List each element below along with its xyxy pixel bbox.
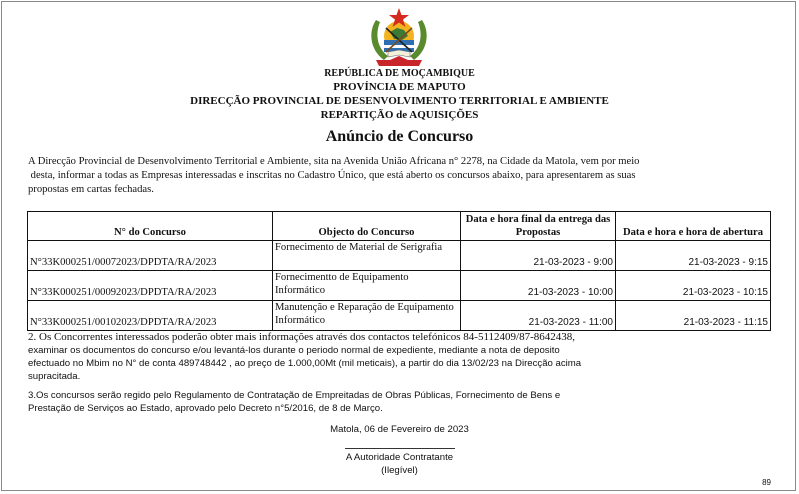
- mozambique-coat-of-arms-icon: [364, 6, 434, 70]
- paragraph-line: efectuado no Mbim no N° de conta 489748442 , ao preço de 1.000,00Mt (mil meticais), a partir do dia 13/02/23 na Direcção acima: [28, 358, 582, 369]
- tender-object: Fornecimentto de Equipamento Informático: [273, 271, 461, 301]
- paragraph-line: examinar os documentos do concurso e/ou levantá-los durante o periodo normal de expediente, mediante a nota de deposito: [28, 345, 560, 356]
- intro-line: propostas em cartas fechadas.: [28, 184, 154, 196]
- intro-line: desta, informar a todas as Empresas interessadas e inscritas no Cadastro Único, que está aberto os concursos abaixo, para apresentarem as suas: [28, 170, 636, 182]
- col-header-deadline: Data e hora final da entrega das Propostas: [461, 212, 616, 241]
- col-header-object: Objecto do Concurso: [273, 212, 461, 241]
- header-department: REPARTIÇÃO de AQUISIÇÕES: [320, 109, 479, 121]
- tender-number: N°33K000251/00092023/DPDTA/RA/2023: [28, 271, 273, 301]
- signature-line: [345, 448, 455, 449]
- tender-object: Manutenção e Reparação de Equipamento Informático: [273, 301, 461, 331]
- tender-deadline: 21-03-2023 - 10:00: [461, 271, 616, 301]
- paragraph-line: 3.Os concursos serão regido pelo Regulamento de Contratação de Empreitadas de Obras Públicas, Fornecimento de Bens e: [28, 390, 561, 401]
- tender-opening: 21-03-2023 - 10:15: [616, 271, 771, 301]
- place-date: Matola, 06 de Fevereiro de 2023: [330, 424, 469, 435]
- table-row: [28, 241, 771, 271]
- paragraph-line: Prestação de Serviços ao Estado, aprovado pelo Decreto n°5/2016, de 8 de Março.: [28, 403, 383, 414]
- table-header-row: [28, 212, 771, 241]
- signature-authority: A Autoridade Contratante: [345, 452, 454, 463]
- tender-number: N°33K000251/00072023/DPDTA/RA/2023: [28, 241, 273, 271]
- page-number: 89: [762, 478, 771, 487]
- table-row: [28, 301, 771, 331]
- tender-object: Fornecimento de Material de Serigrafia: [273, 241, 461, 271]
- header-directorate: DIRECÇÃO PROVINCIAL DE DESENVOLVIMENTO TERRITORIAL E AMBIENTE: [190, 95, 609, 107]
- tenders-table: [27, 211, 771, 331]
- header-country: REPÚBLICA DE MOÇAMBIQUE: [324, 68, 475, 79]
- intro-paragraph: [28, 155, 748, 198]
- tender-deadline: 21-03-2023 - 9:00: [461, 241, 616, 271]
- paragraph-regulation: [28, 389, 768, 415]
- tender-number: N°33K000251/00102023/DPDTA/RA/2023: [28, 301, 273, 331]
- paragraph-line: supracitada.: [28, 371, 81, 382]
- col-header-opening: Data e hora e hora de abertura: [616, 212, 771, 241]
- signature-note: (Ilegível): [381, 465, 418, 476]
- header-province: PROVÍNCIA DE MAPUTO: [333, 81, 466, 93]
- tender-opening: 21-03-2023 - 9:15: [616, 241, 771, 271]
- page-title: Anúncio de Concurso: [325, 128, 474, 145]
- paragraph-line: 2. Os Concorrentes interessados poderão obter mais informações através dos contactos telefónicos 84-5112409/87-8642438,: [28, 331, 576, 343]
- intro-line: A Direcção Provincial de Desenvolvimento Territorial e Ambiente, sita na Avenida União Africana n° 2278, na Cidade da Matola, vem por meio: [28, 156, 640, 167]
- tender-opening: 21-03-2023 - 11:15: [616, 301, 771, 331]
- tender-deadline: 21-03-2023 - 11:00: [461, 301, 616, 331]
- table-row: [28, 271, 771, 301]
- paragraph-contacts: [28, 331, 768, 383]
- col-header-number: N° do Concurso: [28, 212, 273, 241]
